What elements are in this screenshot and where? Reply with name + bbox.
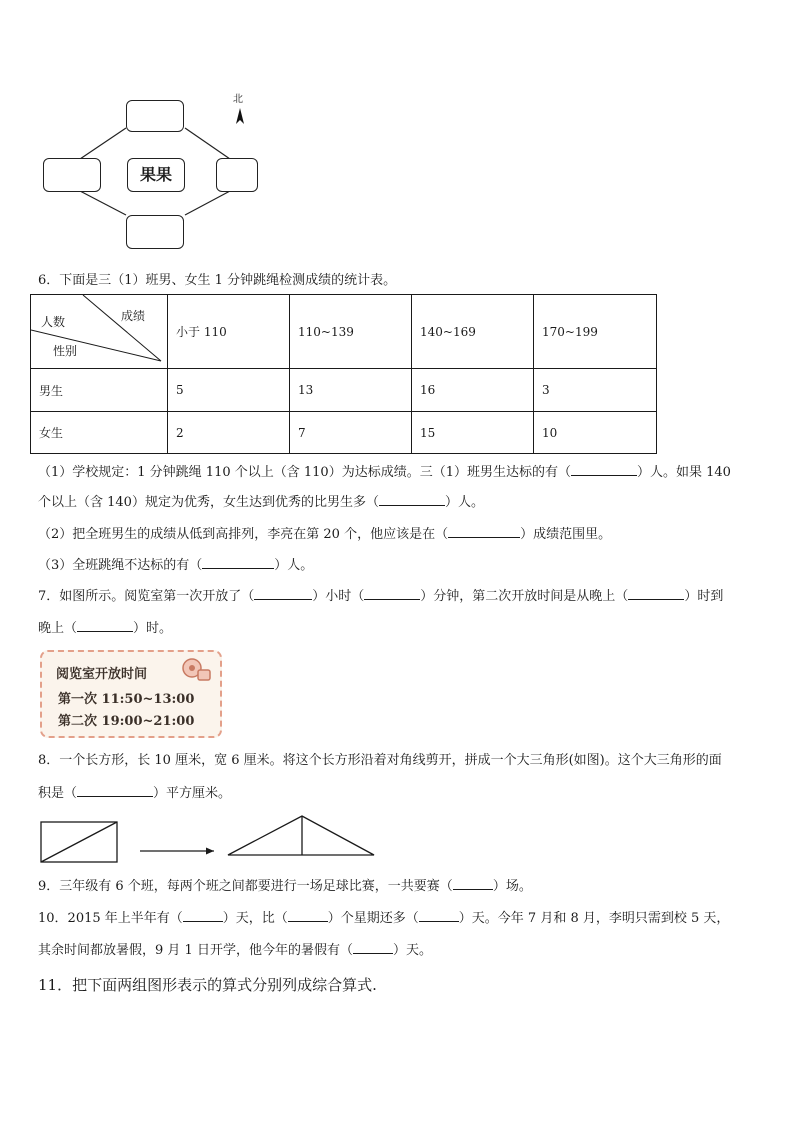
table-diagonal-header <box>31 295 168 369</box>
q10-text-f: ）天。 <box>392 943 432 958</box>
q10-text-e: 其余时间都放暑假，9 月 1 日开学，他今年的暑假有（ <box>38 943 353 958</box>
q6-sub3-text-b: ）人。 <box>274 558 314 573</box>
table-cell: 3 <box>534 369 657 412</box>
answer-blank[interactable] <box>353 942 393 954</box>
projector-icon <box>180 656 214 684</box>
q7-text-f: ）时。 <box>133 621 173 636</box>
q6-sub3-text-a: （3）全班跳绳不达标的有（ <box>38 558 203 573</box>
table-cell: 16 <box>412 369 534 412</box>
rectangle-to-triangle-figure <box>38 814 388 866</box>
q7-text-c: ）分钟，第二次开放时间是从晚上（ <box>420 589 629 604</box>
map-box-north <box>126 100 184 132</box>
q7-text-a: 7．如图所示。阅览室第一次开放了（ <box>38 589 255 604</box>
q8-line2 <box>38 785 231 802</box>
q6-sub2-text-b: ）成绩范围里。 <box>520 527 612 542</box>
answer-blank[interactable] <box>77 785 153 797</box>
q6-sub1-text-a: （1）学校规定：1 分钟跳绳 110 个以上（含 110）为达标成绩。三（1）班男生达标的有（ <box>38 465 571 480</box>
map-box-east <box>216 158 258 192</box>
answer-blank[interactable] <box>77 620 133 632</box>
q6-sub1-line1 <box>38 464 731 481</box>
q6-sub1-text-c: 个以上（含 140）规定为优秀，女生达到优秀的比男生多（ <box>38 495 379 510</box>
table-cell: 2 <box>168 412 290 454</box>
q7-text-b: ）小时（ <box>312 589 365 604</box>
reading-room-hours-card <box>40 650 222 738</box>
q6-sub1-text-d: ）人。 <box>444 495 484 510</box>
answer-blank[interactable] <box>628 588 684 600</box>
q10-line2 <box>38 942 432 959</box>
answer-blank[interactable] <box>571 464 637 476</box>
q8-line1: 8．一个长方形，长 10 厘米，宽 6 厘米。将这个长方形沿着对角线剪开，拼成一个大三角形(如图)。这个大三角形的面 <box>38 753 722 768</box>
column-header: 小于 110 <box>168 295 290 369</box>
table-cell: 13 <box>290 369 412 412</box>
card-second-session: 第二次 19:00~21:00 <box>58 714 195 729</box>
north-arrow-icon <box>235 108 245 126</box>
q6-sub3 <box>38 557 313 574</box>
q10-line1 <box>38 910 729 927</box>
answer-blank[interactable] <box>453 878 493 890</box>
q6-sub2 <box>38 526 611 543</box>
answer-blank[interactable] <box>202 557 274 569</box>
answer-blank[interactable] <box>183 910 223 922</box>
q6-intro: 6．下面是三（1）班男、女生 1 分钟跳绳检测成绩的统计表。 <box>38 273 397 288</box>
header-diagonal-lines <box>31 295 167 368</box>
jump-rope-table <box>30 294 657 454</box>
map-center-label: 果果 <box>127 158 185 192</box>
map-box-south <box>126 215 184 249</box>
q9-text-b: ）场。 <box>492 879 532 894</box>
north-label: 北 <box>233 94 243 105</box>
card-title: 阅览室开放时间 <box>56 667 148 682</box>
q8-text-a: 积是（ <box>38 786 78 801</box>
answer-blank[interactable] <box>254 588 312 600</box>
header-count-label: 人数 <box>41 315 66 329</box>
q6-sub1-text-b: ）人。如果 140 <box>636 465 731 480</box>
q9-text-a: 9．三年级有 6 个班，每两个班之间都要进行一场足球比赛，一共要赛（ <box>38 879 453 894</box>
q7-line1 <box>38 588 723 605</box>
row-label: 女生 <box>31 412 168 454</box>
table-row <box>31 369 657 412</box>
map-box-west <box>43 158 101 192</box>
q7-line2 <box>38 620 172 637</box>
answer-blank[interactable] <box>448 526 520 538</box>
table-cell: 10 <box>534 412 657 454</box>
answer-blank[interactable] <box>364 588 420 600</box>
table-row <box>31 412 657 454</box>
answer-blank[interactable] <box>379 494 445 506</box>
table-cell: 5 <box>168 369 290 412</box>
header-score-label: 成绩 <box>121 309 146 323</box>
table-cell: 7 <box>290 412 412 454</box>
column-header: 110~139 <box>290 295 412 369</box>
answer-blank[interactable] <box>419 910 459 922</box>
q11: 11．把下面两组图形表示的算式分别列成综合算式. <box>38 976 377 994</box>
table-cell: 15 <box>412 412 534 454</box>
q10-text-a: 10．2015 年上半年有（ <box>38 911 183 926</box>
q10-text-c: ）个星期还多（ <box>327 911 419 926</box>
header-gender-label: 性别 <box>53 344 78 358</box>
q9 <box>38 878 532 895</box>
column-header: 140~169 <box>412 295 534 369</box>
q6-sub1-line2 <box>38 494 484 511</box>
q7-text-d: ）时到 <box>684 589 724 604</box>
card-first-session: 第一次 11:50~13:00 <box>58 692 195 707</box>
column-header: 170~199 <box>534 295 657 369</box>
q8-text-b: ）平方厘米。 <box>153 786 232 801</box>
q7-text-e: 晚上（ <box>38 621 78 636</box>
row-label: 男生 <box>31 369 168 412</box>
q10-text-d: ）天。今年 7 月和 8 月，李明只需到校 5 天， <box>458 911 730 926</box>
q10-text-b: ）天，比（ <box>222 911 288 926</box>
q6-sub2-text-a: （2）把全班男生的成绩从低到高排列，李亮在第 20 个，他应该是在（ <box>38 527 449 542</box>
direction-map <box>40 88 270 256</box>
answer-blank[interactable] <box>288 910 328 922</box>
